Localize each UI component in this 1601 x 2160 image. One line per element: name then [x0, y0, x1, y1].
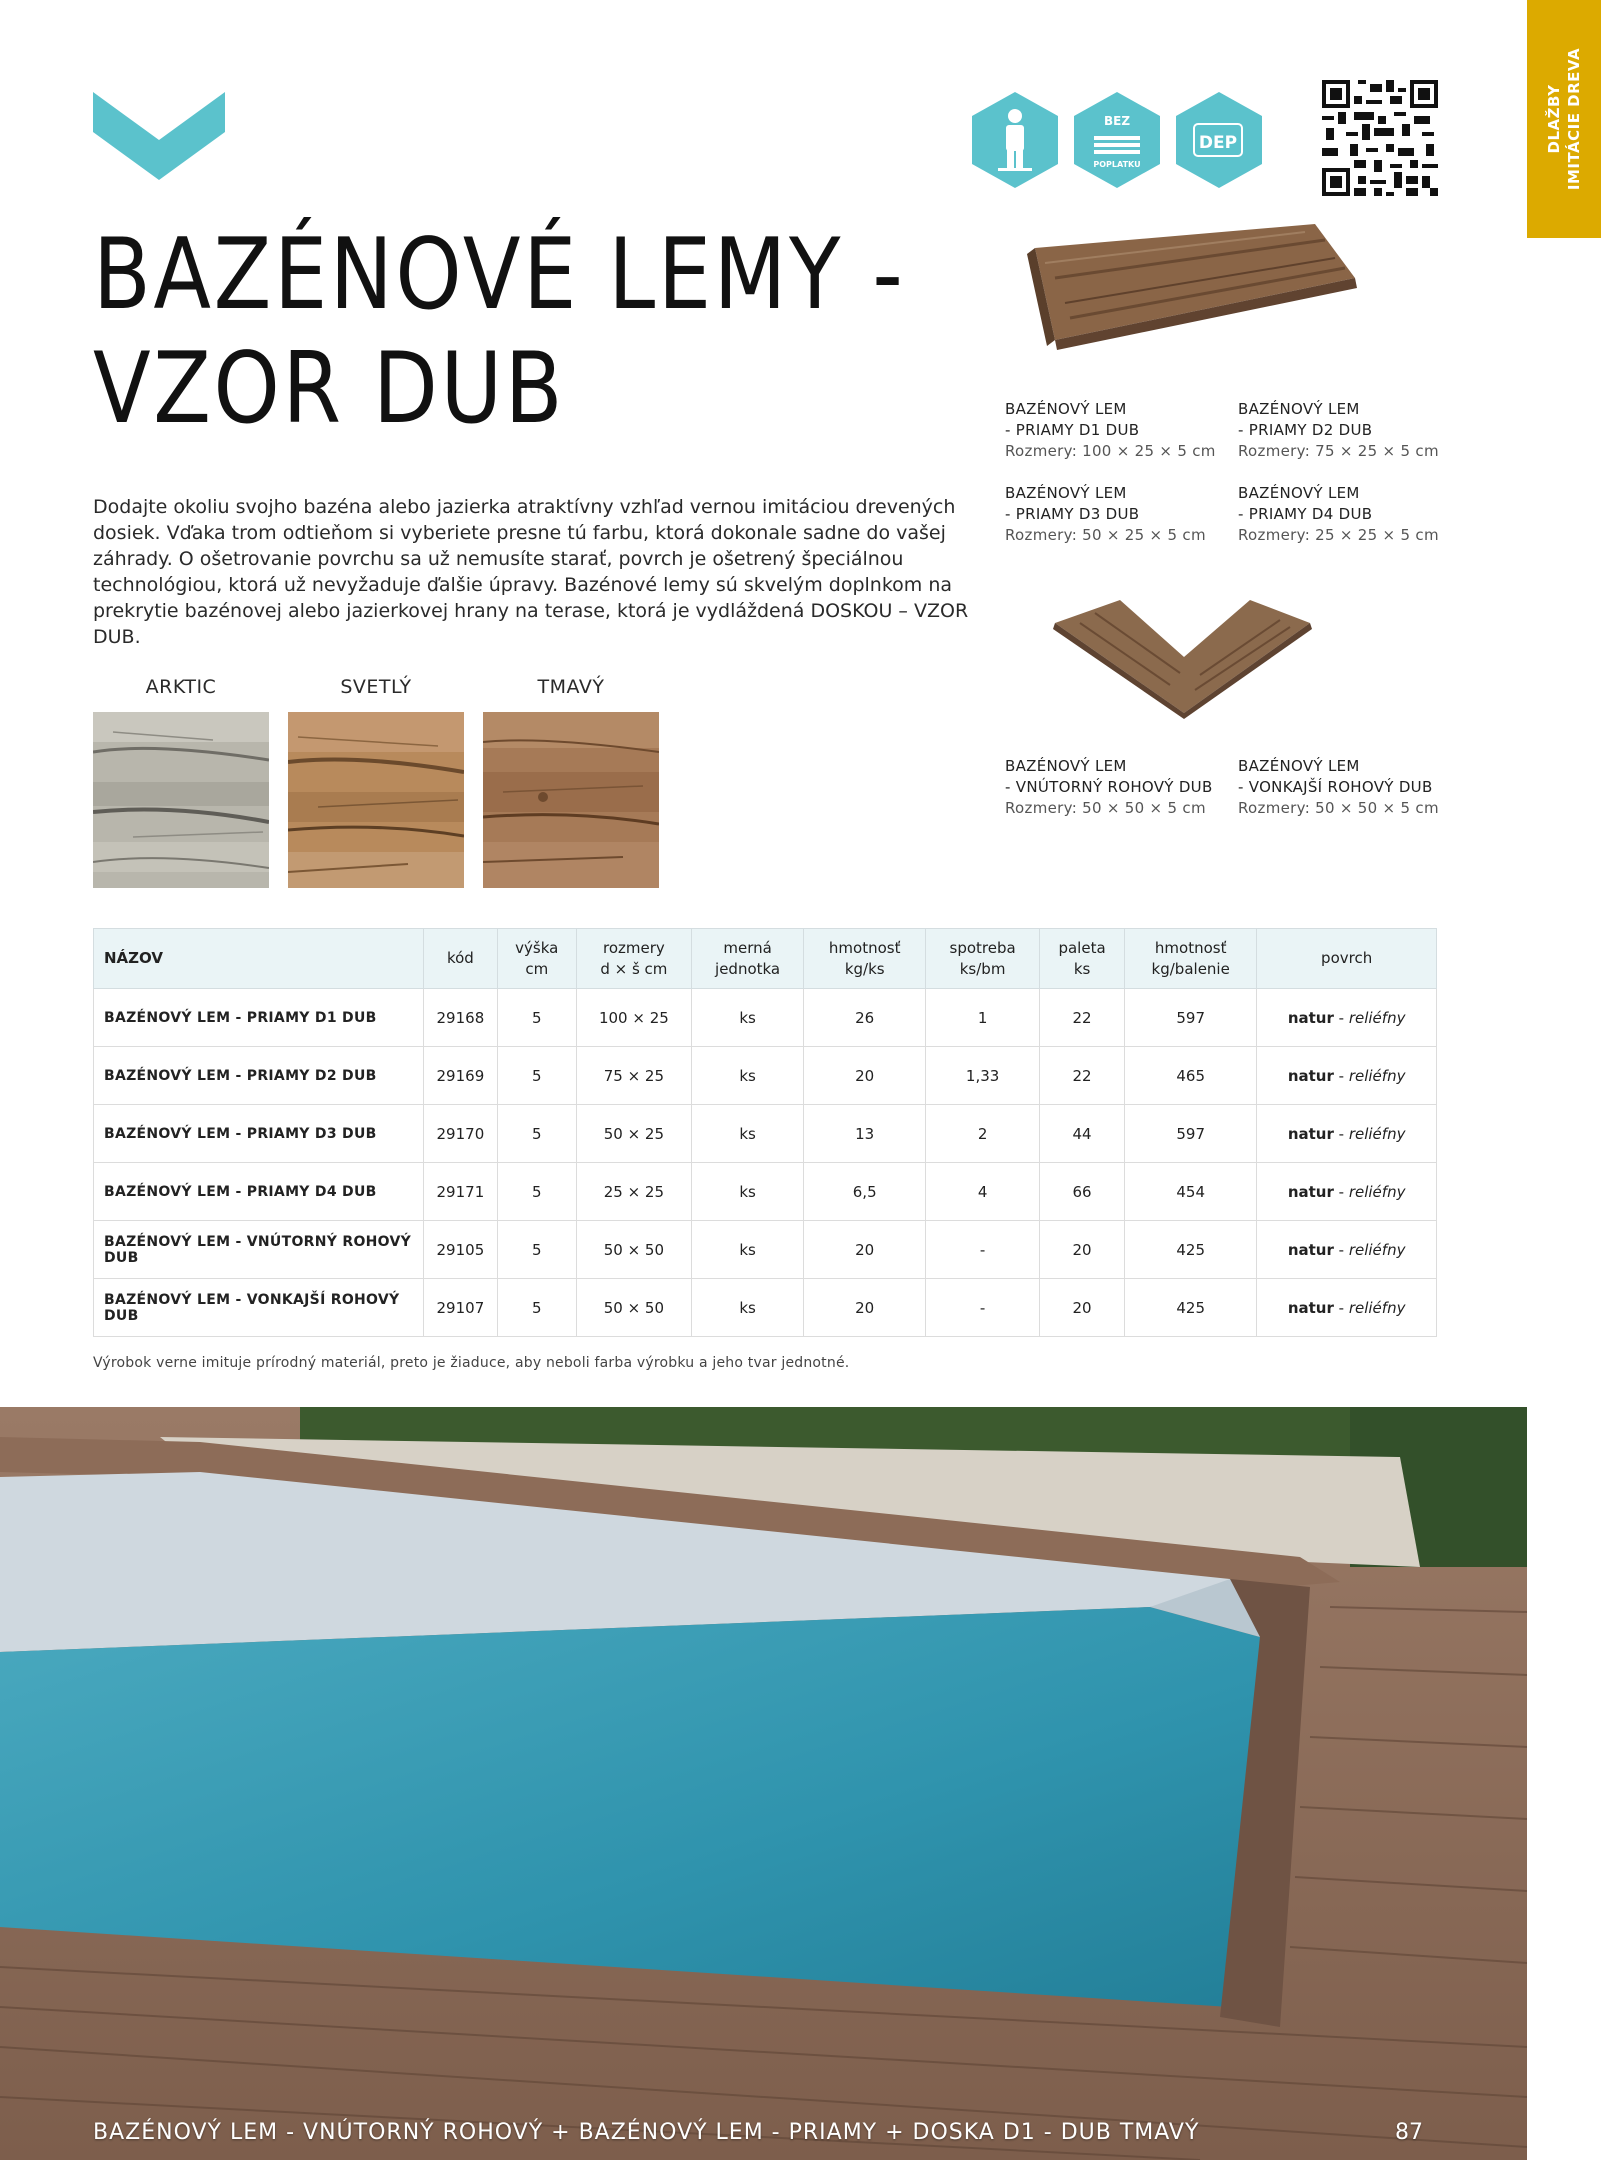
cell-height: 5 [497, 989, 576, 1047]
cell-unit: ks [691, 1279, 803, 1337]
col-usage-l1: spotreba [949, 938, 1016, 957]
cell-surface [1257, 989, 1437, 1047]
cell-weight: 13 [804, 1105, 926, 1163]
surface-finish: reliéfny [1348, 1008, 1406, 1027]
cell-pallet: 22 [1040, 1047, 1125, 1105]
product-d2-line1: BAZÉNOVÝ LEM [1238, 400, 1360, 418]
surface-finish: reliéfny [1348, 1066, 1406, 1085]
cell-name: BAZÉNOVÝ LEM - PRIAMY D3 DUB [94, 1105, 424, 1163]
cell-code: 29169 [424, 1047, 498, 1105]
bez-text: BEZ [1103, 114, 1131, 128]
cell-height: 5 [497, 1163, 576, 1221]
cell-pallet: 44 [1040, 1105, 1125, 1163]
surface-type: natur [1287, 1182, 1334, 1201]
cell-weight: 20 [804, 1221, 926, 1279]
cell-usage: - [926, 1279, 1040, 1337]
corner-edge-product-image [1050, 595, 1315, 720]
col-name: NÁZOV [94, 929, 424, 989]
product-d2-dims: Rozmery: 75 × 25 × 5 cm [1238, 442, 1439, 460]
col-weight-l2: kg/ks [844, 959, 885, 978]
cell-pallet: 20 [1040, 1221, 1125, 1279]
cell-name: BAZÉNOVÝ LEM - PRIAMY D1 DUB [94, 989, 424, 1047]
cell-pweight: 465 [1125, 1047, 1257, 1105]
surface-finish: reliéfny [1348, 1240, 1406, 1259]
product-inner-corner-line2: - VNÚTORNÝ ROHOVÝ DUB [1005, 778, 1213, 796]
surface-finish: reliéfny [1348, 1124, 1406, 1143]
product-d1 [1005, 399, 1216, 462]
surface-type: natur [1287, 1124, 1334, 1143]
qr-code-icon[interactable] [1322, 80, 1438, 196]
cell-weight: 26 [804, 989, 926, 1047]
product-d1-dims: Rozmery: 100 × 25 × 5 cm [1005, 442, 1216, 460]
product-d1-line2: - PRIAMY D1 DUB [1005, 421, 1140, 439]
col-unit-l1: merná [723, 938, 772, 957]
poplatku-text: POPLATKU [1093, 160, 1141, 169]
table-row [94, 1105, 1437, 1163]
col-surface: povrch [1257, 929, 1437, 989]
product-inner-corner [1005, 756, 1213, 819]
page-title [93, 218, 906, 446]
product-d4-line1: BAZÉNOVÝ LEM [1238, 484, 1360, 502]
page-title-line1: BAZÉNOVÉ LEMY - [93, 218, 906, 332]
chevron-logo-icon [93, 92, 225, 180]
straight-edge-product-image [1015, 218, 1360, 358]
footnote: Výrobok verne imituje prírodný materiál, preto je žiaduce, aby neboli farba výrobku a jeho tvar jednotné. [93, 1355, 850, 1371]
col-pweight-l2: kg/balenie [1151, 959, 1230, 978]
surface-sep: - [1333, 1240, 1349, 1259]
product-inner-corner-line1: BAZÉNOVÝ LEM [1005, 757, 1127, 775]
cell-code: 29168 [424, 989, 498, 1047]
cell-surface [1257, 1279, 1437, 1337]
cell-surface [1257, 1221, 1437, 1279]
product-outer-corner-line2: - VONKAJŠÍ ROHOVÝ DUB [1238, 778, 1433, 796]
table-row [94, 1279, 1437, 1337]
cell-height: 5 [497, 1105, 576, 1163]
cell-name: BAZÉNOVÝ LEM - PRIAMY D2 DUB [94, 1047, 424, 1105]
product-outer-corner-line1: BAZÉNOVÝ LEM [1238, 757, 1360, 775]
surface-finish: reliéfny [1348, 1298, 1406, 1317]
cell-code: 29105 [424, 1221, 498, 1279]
dep-text: DEP [1198, 133, 1238, 153]
table-row [94, 1047, 1437, 1105]
table-row [94, 1163, 1437, 1221]
photo-caption: BAZÉNOVÝ LEM - VNÚTORNÝ ROHOVÝ + BAZÉNOVÝ LEM - PRIAMY + DOSKA D1 - DUB TMAVÝ [93, 2120, 1200, 2145]
cell-code: 29170 [424, 1105, 498, 1163]
cell-unit: ks [691, 989, 803, 1047]
product-d4 [1238, 483, 1439, 546]
product-d2 [1238, 399, 1439, 462]
surface-sep: - [1333, 1124, 1349, 1143]
col-pallet [1040, 929, 1125, 989]
cell-pweight: 454 [1125, 1163, 1257, 1221]
surface-type: natur [1287, 1298, 1334, 1317]
pool-photo [0, 1407, 1527, 2160]
intro-text: Dodajte okoliu svojho bazéna alebo jazierka atraktívny vzhľad vernou imitáciou drevených dosiek. Vďaka trom odtieňom si vyberiete presne tú farbu, ktorá dokonale sadne do vašej záhrady. O ošetrovanie povrchu sa už nemusíte starať, povrch je ošetrený špeciálnou technológiou, ktorá už nevyžaduje ďalšie úpravy. Bazénové lemy sú skvelým doplnkom na prekrytie bazénovej alebo jazierkovej hrany na terase, ktorá je vydláždená DOSKOU – VZOR DUB. [93, 496, 969, 648]
col-height-l2: cm [525, 959, 549, 978]
table-row [94, 989, 1437, 1047]
col-pweight [1125, 929, 1257, 989]
cell-height: 5 [497, 1221, 576, 1279]
swatch-arktic[interactable] [93, 712, 269, 888]
cell-usage: - [926, 1221, 1040, 1279]
col-weight [804, 929, 926, 989]
product-d3-dims: Rozmery: 50 × 25 × 5 cm [1005, 526, 1206, 544]
cell-usage: 1 [926, 989, 1040, 1047]
surface-finish: reliéfny [1348, 1182, 1406, 1201]
surface-type: natur [1287, 1240, 1334, 1259]
col-height [497, 929, 576, 989]
cell-pweight: 597 [1125, 989, 1257, 1047]
cell-usage: 2 [926, 1105, 1040, 1163]
no-fee-pallet-icon [1074, 92, 1160, 188]
col-weight-l1: hmotnosť [828, 938, 901, 957]
product-d4-dims: Rozmery: 25 × 25 × 5 cm [1238, 526, 1439, 544]
person-icon [972, 92, 1058, 188]
swatch-svetly[interactable] [288, 712, 464, 888]
cell-pallet: 20 [1040, 1279, 1125, 1337]
cell-weight: 6,5 [804, 1163, 926, 1221]
cell-unit: ks [691, 1105, 803, 1163]
surface-sep: - [1333, 1182, 1349, 1201]
cell-pweight: 425 [1125, 1279, 1257, 1337]
product-d3-line2: - PRIAMY D3 DUB [1005, 505, 1140, 523]
surface-type: natur [1287, 1008, 1334, 1027]
col-height-l1: výška [515, 938, 559, 957]
product-inner-corner-dims: Rozmery: 50 × 50 × 5 cm [1005, 799, 1206, 817]
section-tab-line2: IMITÁCIE DREVA [1565, 47, 1583, 191]
surface-sep: - [1333, 1066, 1349, 1085]
surface-sep: - [1333, 1298, 1349, 1317]
cell-usage: 4 [926, 1163, 1040, 1221]
section-tab-line1: DLAŽBY [1545, 84, 1563, 154]
product-d4-line2: - PRIAMY D4 DUB [1238, 505, 1373, 523]
table-row [94, 1221, 1437, 1279]
surface-type: natur [1287, 1066, 1334, 1085]
cell-dims: 50 × 50 [576, 1221, 691, 1279]
cell-name: BAZÉNOVÝ LEM - VNÚTORNÝ ROHOVÝ DUB [94, 1221, 424, 1279]
spec-table [93, 928, 1437, 1337]
product-outer-corner-dims: Rozmery: 50 × 50 × 5 cm [1238, 799, 1439, 817]
product-d3-line1: BAZÉNOVÝ LEM [1005, 484, 1127, 502]
cell-pweight: 597 [1125, 1105, 1257, 1163]
cell-pallet: 22 [1040, 989, 1125, 1047]
swatch-label-svetly: SVETLÝ [340, 676, 412, 698]
cell-surface [1257, 1105, 1437, 1163]
swatch-label-tmavy: TMAVÝ [537, 676, 605, 698]
swatch-tmavy[interactable] [483, 712, 659, 888]
cell-height: 5 [497, 1047, 576, 1105]
cell-dims: 75 × 25 [576, 1047, 691, 1105]
col-unit [691, 929, 803, 989]
cell-pallet: 66 [1040, 1163, 1125, 1221]
cell-dims: 100 × 25 [576, 989, 691, 1047]
col-usage-l2: ks/bm [959, 959, 1006, 978]
cell-pweight: 425 [1125, 1221, 1257, 1279]
col-dims-l2: d × š cm [600, 959, 668, 978]
cell-weight: 20 [804, 1047, 926, 1105]
cell-surface [1257, 1163, 1437, 1221]
col-dims [576, 929, 691, 989]
cell-dims: 50 × 25 [576, 1105, 691, 1163]
cell-dims: 25 × 25 [576, 1163, 691, 1221]
col-pallet-l2: ks [1073, 959, 1091, 978]
table-header-row [94, 929, 1437, 989]
col-pallet-l1: paleta [1058, 938, 1106, 957]
cell-unit: ks [691, 1221, 803, 1279]
cell-name: BAZÉNOVÝ LEM - VONKAJŠÍ ROHOVÝ DUB [94, 1279, 424, 1337]
col-unit-l2: jednotka [715, 959, 781, 978]
cell-dims: 50 × 50 [576, 1279, 691, 1337]
page-title-line2: VZOR DUB [93, 332, 566, 446]
badge-row [972, 92, 1262, 188]
cell-unit: ks [691, 1047, 803, 1105]
col-code: kód [424, 929, 498, 989]
col-dims-l1: rozmery [602, 938, 665, 957]
section-tab-label [1527, 0, 1601, 238]
cell-unit: ks [691, 1163, 803, 1221]
product-outer-corner [1238, 756, 1439, 819]
cell-surface [1257, 1047, 1437, 1105]
cell-usage: 1,33 [926, 1047, 1040, 1105]
product-d2-line2: - PRIAMY D2 DUB [1238, 421, 1373, 439]
col-pweight-l1: hmotnosť [1154, 938, 1227, 957]
cell-height: 5 [497, 1279, 576, 1337]
surface-sep: - [1333, 1008, 1349, 1027]
page-number: 87 [1395, 2120, 1423, 2145]
cell-weight: 20 [804, 1279, 926, 1337]
cell-name: BAZÉNOVÝ LEM - PRIAMY D4 DUB [94, 1163, 424, 1221]
product-d1-line1: BAZÉNOVÝ LEM [1005, 400, 1127, 418]
cell-code: 29171 [424, 1163, 498, 1221]
col-usage [926, 929, 1040, 989]
cell-code: 29107 [424, 1279, 498, 1337]
swatch-label-arktic: ARKTIC [145, 676, 217, 698]
dep-icon [1176, 92, 1262, 188]
product-d3 [1005, 483, 1206, 546]
